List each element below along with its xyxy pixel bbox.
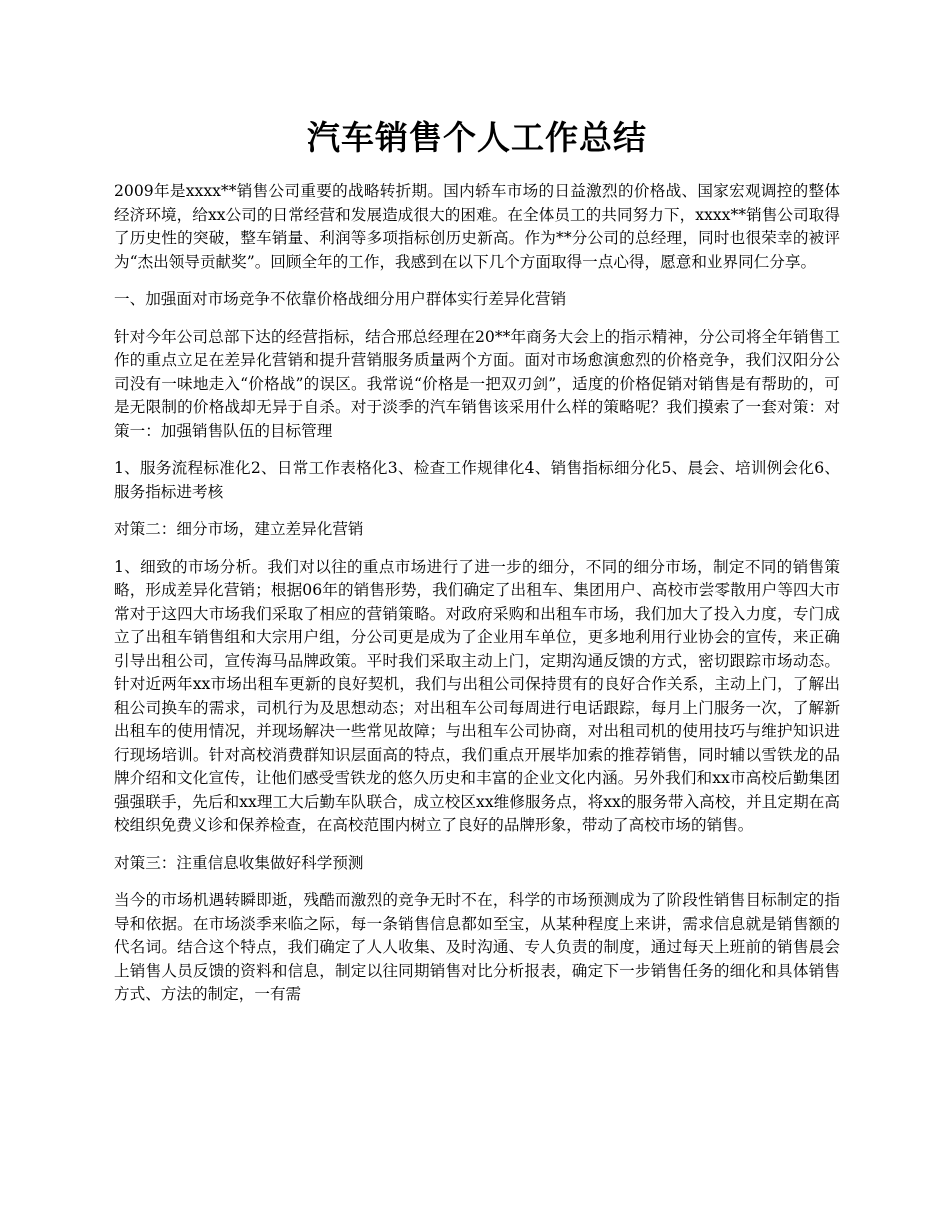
strategy-heading-3: 对策三：注重信息收集做好科学预测 (114, 853, 364, 872)
paragraph-intro: 2009年是xxxx**销售公司重要的战略转折期。国内轿车市场的日益激烈的价格战、国家宏观调控的整体经济环境，给xx公司的日常经营和发展造成很大的困难。在全体员工的共同努力下，xxxx**销售公司取得了历史性的突破，整车销量、利润等多项指标创历史新高。作为**分公司的总经理，同时也很荣幸的被评为“杰出领导贡献奖”。回顾全年的工作，我感到在以下几个方面取得一点心得，愿意和业界同仁分享。 (114, 182, 840, 271)
section-heading-1: 一、加强面对市场竞争不依靠价格战细分用户群体实行差异化营销 (114, 290, 567, 308)
document-page (114, 0, 840, 1021)
document-title: 汽车销售个人工作总结 (307, 118, 647, 157)
paragraph-measures: 1、服务流程标准化2、日常工作表格化3、检查工作规律化4、销售指标细分化5、晨会、培训例会化6、服务指标进考核 (114, 459, 840, 501)
strategy-heading-2: 对策二：细分市场，建立差异化营销 (114, 520, 364, 538)
paragraph-market-analysis: 1、细致的市场分析。我们对以往的重点市场进行了进一步的细分，不同的细分市场，制定不同的销售策略，形成差异化营销；根据06年的销售形势，我们确定了出租车、集团用户、高校市尝零散用户等四大市常对于这四大市场我们采取了相应的营销策略。对政府采购和出租车市场，我们加大了投入力度，专门成立了出租车销售组和大宗用户组，分公司更是成为了企业用车单位，更多地利用行业协会的宣传，来正确引导出租公司，宣传海马品牌政策。平时我们采取主动上门，定期沟通反馈的方式，密切跟踪市场动态。针对近两年xx市场出租车更新的良好契机，我们与出租公司保持贯有的良好合作关系，主动上门，了解出租公司换车的需求，司机行为及思想动态；对出租车公司每周进行电话跟踪，每月上门服务一次，了解新出租车的使用情况，并现场解决一些常见故障；与出租车公司协商，对出租司机的使用技巧与维护知识进行现场培训。针对高校消费群知识层面高的特点，我们重点开展毕加索的推荐销售，同时辅以雪铁龙的品牌介绍和文化宣传，让他们感受雪铁龙的悠久历史和丰富的企业文化内涵。另外我们和xx市高校后勤集团强强联手，先后和xx理工大后勤车队联合，成立校区xx维修服务点，将xx的服务带入高校，并且定期在高校组织免费义诊和保养检查，在高校范围内树立了良好的品牌形象，带动了高校市场的销售。 (114, 557, 840, 834)
paragraph-strategy: 针对今年公司总部下达的经营指标，结合邢总经理在20**年商务大会上的指示精神，分公司将全年销售工作的重点立足在差异化营销和提升营销服务质量两个方面。面对市场愈演愈烈的价格竞争，我们汉阳分公司没有一味地走入“价格战”的误区。我常说“价格是一把双刃剑”，适度的价格促销对销售是有帮助的，可是无限制的价格战却无异于自杀。对于淡季的汽车销售该采用什么样的策略呢？我们摸索了一套对策：对策一：加强销售队伍的目标管理 (114, 327, 840, 440)
paragraph-forecast: 当今的市场机遇转瞬即逝，残酷而激烈的竞争无时不在，科学的市场预测成为了阶段性销售目标制定的指导和依据。在市场淡季来临之际，每一条销售信息都如至宝，从某种程度上来讲，需求信息就是销售额的代名词。结合这个特点，我们确定了人人收集、及时沟通、专人负责的制度，通过每天上班前的销售晨会上销售人员反馈的资料和信息，制定以往同期销售对比分析报表，确定下一步销售任务的细化和具体销售方式、方法的制定，一有需 (114, 891, 840, 1003)
document-body (114, 180, 840, 1007)
